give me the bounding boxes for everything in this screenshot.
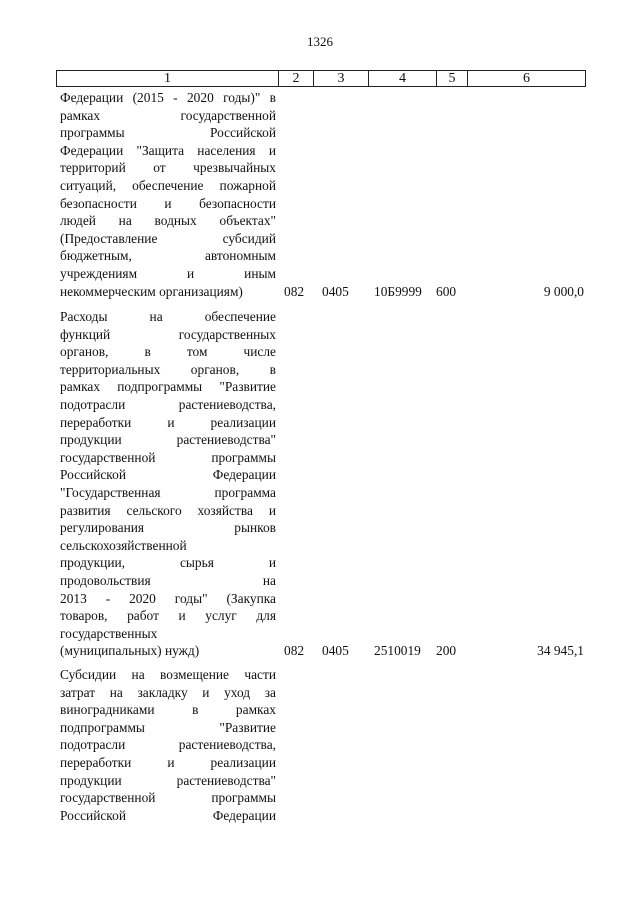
description-line: (Предоставление субсидий [60, 230, 276, 246]
amount-value: 34 945,1 [537, 643, 584, 659]
description-line: учреждениям и иным [60, 265, 276, 281]
description-line: подотрасли растениеводства, [60, 396, 276, 412]
description-line: товаров, работ и услуг для [60, 608, 276, 624]
description-line: Расходы на обеспечение [60, 309, 276, 324]
header-col-2: 2 [278, 71, 313, 86]
description-line: Российской Федерации [60, 467, 276, 483]
table-header-row [56, 70, 586, 87]
description-line: некоммерческим организациям) [60, 283, 243, 299]
description-line: рамках подпрограммы "Развитие [60, 379, 276, 395]
description-line: 2013 - 2020 годы" (Закупка [60, 590, 276, 606]
target-code: 2510019 [374, 643, 421, 659]
description-line: (муниципальных) нужд) [60, 643, 200, 659]
description-line: продукции растениеводства" [60, 772, 276, 788]
description-line: регулирования рынков [60, 520, 276, 536]
expense-type-code: 600 [436, 283, 457, 299]
description-line: Федерации (2015 - 2020 годы)" в [60, 90, 276, 105]
expense-type-code: 200 [436, 643, 457, 659]
description-line: переработки и реализации [60, 754, 276, 770]
header-col-4: 4 [368, 71, 436, 86]
description-line: Субсидии на возмещение части [60, 667, 276, 682]
ministry-code: 082 [284, 643, 305, 659]
section-code: 0405 [322, 643, 349, 659]
description-line: государственной программы [60, 790, 276, 806]
description-line: затрат на закладку и уход за [60, 684, 276, 700]
description-line: продовольствия на [60, 572, 276, 588]
section-code: 0405 [322, 283, 349, 299]
header-col-1: 1 [164, 71, 171, 86]
description-line: территорий от чрезвычайных [60, 160, 276, 176]
description-line: программы Российской [60, 125, 276, 141]
description-line: подпрограммы "Развитие [60, 719, 276, 735]
description-line: ситуаций, обеспечение пожарной [60, 177, 276, 193]
description-line: государственной программы [60, 449, 276, 465]
description-line: виноградниками в рамках [60, 702, 276, 718]
description-line: бюджетным, автономным [60, 248, 276, 264]
description-line: людей на водных объектах" [60, 213, 276, 229]
page-number: 1326 [307, 34, 333, 49]
header-col-5: 5 [436, 71, 467, 86]
description-line: сельскохозяйственной [60, 537, 187, 553]
description-line: подотрасли растениеводства, [60, 737, 276, 753]
row-description [60, 666, 276, 824]
target-code: 10Б9999 [374, 283, 422, 299]
description-line: развития сельского хозяйства и [60, 502, 276, 518]
description-line: продукции, сырья и [60, 555, 276, 571]
header-col-6: 6 [467, 71, 585, 86]
budget-table [56, 70, 586, 823]
description-line: Федерации "Защита населения и [60, 142, 276, 158]
description-line: функций государственных [60, 326, 276, 342]
description-line: территориальных органов, в [60, 361, 276, 377]
description-line: государственных [60, 625, 158, 641]
description-line: переработки и реализации [60, 414, 276, 430]
row-description [60, 308, 276, 660]
description-line: рамках государственной [60, 107, 276, 123]
header-col-3: 3 [313, 71, 368, 86]
ministry-code: 082 [284, 283, 305, 299]
amount-value: 9 000,0 [543, 283, 584, 299]
description-line: органов, в том числе [60, 344, 276, 360]
description-line: безопасности и безопасности [60, 195, 276, 211]
row-description [60, 89, 276, 300]
description-line: продукции растениеводства" [60, 432, 276, 448]
description-line: Российской Федерации [60, 807, 276, 823]
description-line: "Государственная программа [60, 484, 276, 500]
